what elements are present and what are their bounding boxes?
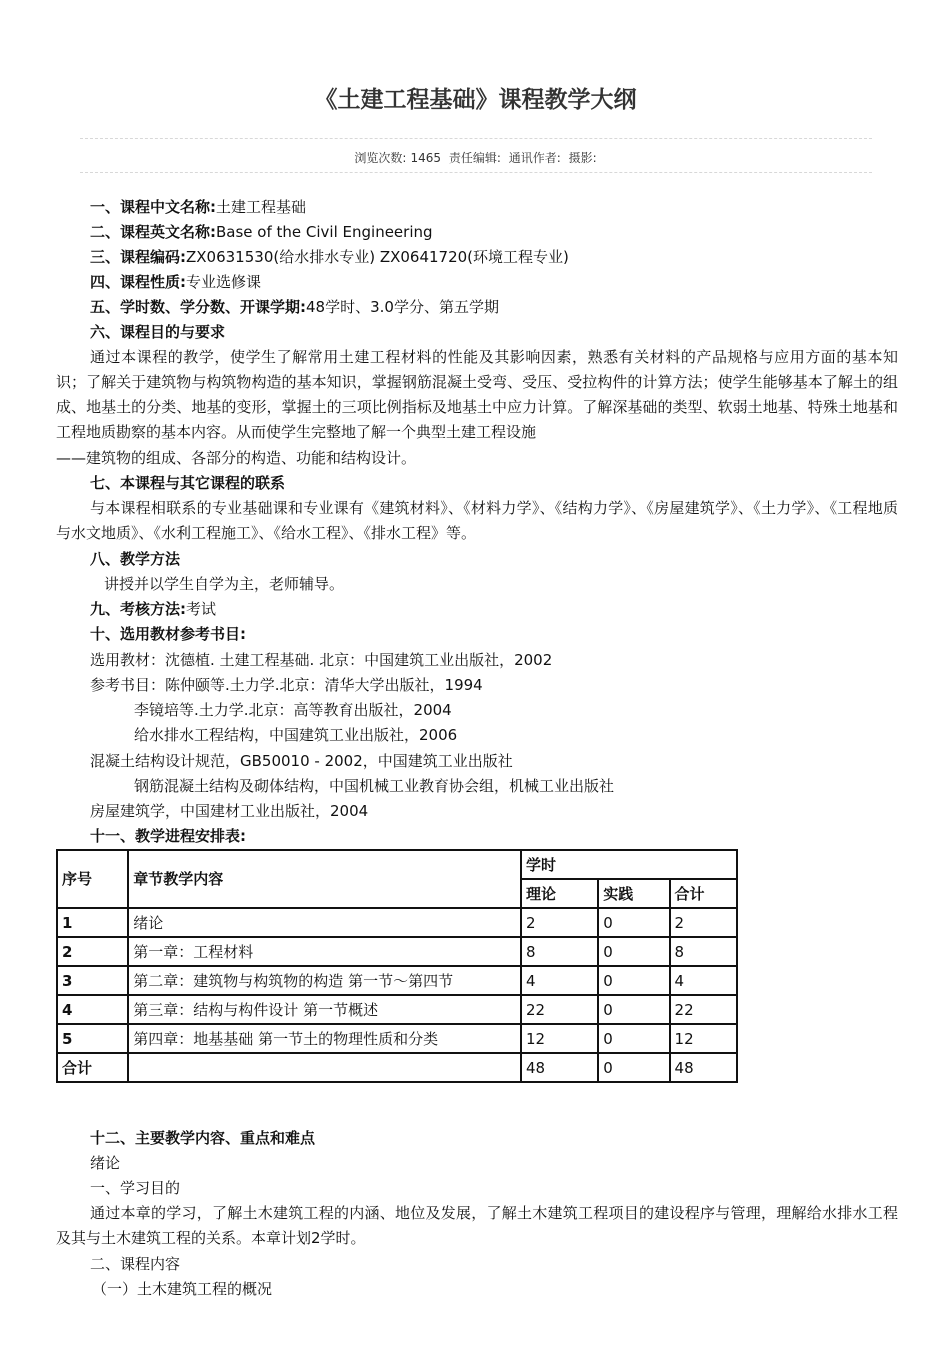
cell-theory: 22 xyxy=(521,995,598,1024)
item-purpose-heading: 六、课程目的与要求 xyxy=(90,323,226,341)
purpose-tail: ——建筑物的组成、各部分的构造、功能和结构设计。 xyxy=(56,449,417,467)
purpose-paragraph: 通过本课程的教学，使学生了解常用土建工程材料的性能及其影响因素，熟悉有关材料的产品规格与应用方面的基本知识；了解关于建筑物与构筑物构造的基本知识，掌握钢筋混凝土受弯、受压、受拉构件的计算方法；使学生能够基本了解土的组成、地基土的分类、地基的变形，掌握土的三项比例指标及地基土中应力计算。了解深基础的类型、软弱土地基、特殊土地基和工程地质勘察的基本内容。从而使学生完整地了解一个典型土建工程设施 xyxy=(56,348,898,441)
relation-heading: 七、本课程与其它课程的联系 xyxy=(90,474,286,492)
content-subheading: （一）土木建筑工程的概况 xyxy=(92,1280,273,1298)
header-content: 章节教学内容 xyxy=(128,850,521,908)
item-course-nature: 四、课程性质:专业选修课 xyxy=(90,273,262,291)
cell-content: 第三章：结构与构件设计 第一节概述 xyxy=(128,995,521,1024)
book-item: 选用教材：沈德植. 土建工程基础. 北京：中国建筑工业出版社，2002 xyxy=(90,651,553,669)
author-label: 通讯作者: xyxy=(508,151,561,165)
cell-no: 1 xyxy=(57,908,128,937)
cell-no: 3 xyxy=(57,966,128,995)
method-text: 讲授并以学生自学为主，老师辅导。 xyxy=(104,575,345,593)
cell-theory: 4 xyxy=(521,966,598,995)
header-theory: 理论 xyxy=(521,879,598,908)
table-row xyxy=(57,908,737,937)
cell-practice: 0 xyxy=(598,1024,669,1053)
cell-theory: 2 xyxy=(521,908,598,937)
cell-content: 第二章：建筑物与构筑物的构造 第一节～第四节 xyxy=(128,966,521,995)
page-title: 《土建工程基础》课程教学大纲 xyxy=(314,87,637,113)
book-item: 给水排水工程结构，中国建筑工业出版社，2006 xyxy=(134,726,458,744)
book-item: 房屋建筑学，中国建材工业出版社，2004 xyxy=(90,802,369,820)
cell-content xyxy=(128,1053,521,1082)
main-content-heading: 十二、主要教学内容、重点和难点 xyxy=(90,1129,316,1147)
goal-paragraph: 通过本章的学习，了解土木建筑工程的内涵、地位及发展，了解土木建筑工程项目的建设程序与管理，理解给水排水工程及其与土木建筑工程的关系。本章计划2学时。 xyxy=(56,1204,898,1247)
item-hours-credits: 五、学时数、学分数、开课学期:48学时、3.0学分、第五学期 xyxy=(90,298,499,316)
header-no: 序号 xyxy=(57,850,128,908)
relation-paragraph: 与本课程相联系的专业基础课和专业课有《建筑材料》、《材料力学》、《结构力学》、《房屋建筑学》、《土力学》、《工程地质与水文地质》、《水利工程施工》、《给水工程》、《排水工程》等。 xyxy=(56,499,898,542)
book-item: 李镜培等.土力学.北京：高等教育出版社，2004 xyxy=(134,701,452,719)
divider xyxy=(80,172,872,173)
item-english-name: 二、课程英文名称:Base of the Civil Engineering xyxy=(90,223,433,241)
cell-total: 4 xyxy=(670,966,737,995)
item-chinese-name: 一、课程中文名称:土建工程基础 xyxy=(90,198,307,216)
editor-label: 责任编辑: xyxy=(448,151,501,165)
method-heading: 八、教学方法 xyxy=(90,550,181,568)
cell-no: 4 xyxy=(57,995,128,1024)
book-item: 参考书目：陈仲颐等.土力学.北京：清华大学出版社，1994 xyxy=(90,676,483,694)
table-row xyxy=(57,937,737,966)
cell-practice: 0 xyxy=(598,937,669,966)
table-row xyxy=(57,966,737,995)
cell-total: 8 xyxy=(670,937,737,966)
article-meta xyxy=(0,149,951,167)
table-row xyxy=(57,1024,737,1053)
content-heading: 二、课程内容 xyxy=(90,1255,181,1273)
cell-practice: 0 xyxy=(598,995,669,1024)
cell-content: 绪论 xyxy=(128,908,521,937)
cell-practice: 0 xyxy=(598,966,669,995)
exam-item: 九、考核方法:考试 xyxy=(90,600,217,618)
schedule-table xyxy=(56,849,738,1083)
table-row xyxy=(57,995,737,1024)
cell-practice: 0 xyxy=(598,1053,669,1082)
header-practice: 实践 xyxy=(598,879,669,908)
cell-sum-label: 合计 xyxy=(57,1053,128,1082)
book-item: 钢筋混凝土结构及砌体结构，中国机械工业教育协会组，机械工业出版社 xyxy=(134,777,615,795)
schedule-heading: 十一、教学进程安排表: xyxy=(90,827,246,845)
cell-total: 22 xyxy=(670,995,737,1024)
cell-no: 5 xyxy=(57,1024,128,1053)
cell-total: 48 xyxy=(670,1053,737,1082)
table-sum-row xyxy=(57,1053,737,1082)
photo-label: 摄影: xyxy=(568,151,597,165)
goal-heading: 一、学习目的 xyxy=(90,1179,181,1197)
cell-content: 第一章：工程材料 xyxy=(128,937,521,966)
views-count: 1465 xyxy=(410,151,441,165)
book-item: 混凝土结构设计规范，GB50010 - 2002，中国建筑工业出版社 xyxy=(90,752,513,770)
cell-content: 第四章：地基基础 第一节土的物理性质和分类 xyxy=(128,1024,521,1053)
cell-no: 2 xyxy=(57,937,128,966)
divider xyxy=(80,138,872,139)
books-heading: 十、选用教材参考书目: xyxy=(90,625,246,643)
cell-theory: 48 xyxy=(521,1053,598,1082)
cell-total: 12 xyxy=(670,1024,737,1053)
intro-label: 绪论 xyxy=(90,1154,121,1172)
views-label: 浏览次数: xyxy=(354,151,407,165)
header-hours: 学时 xyxy=(521,850,737,879)
header-total: 合计 xyxy=(670,879,737,908)
cell-total: 2 xyxy=(670,908,737,937)
cell-practice: 0 xyxy=(598,908,669,937)
table-header-row xyxy=(57,850,737,879)
cell-theory: 8 xyxy=(521,937,598,966)
cell-theory: 12 xyxy=(521,1024,598,1053)
item-course-code: 三、课程编码:ZX0631530(给水排水专业) ZX0641720(环境工程专业) xyxy=(90,248,569,266)
